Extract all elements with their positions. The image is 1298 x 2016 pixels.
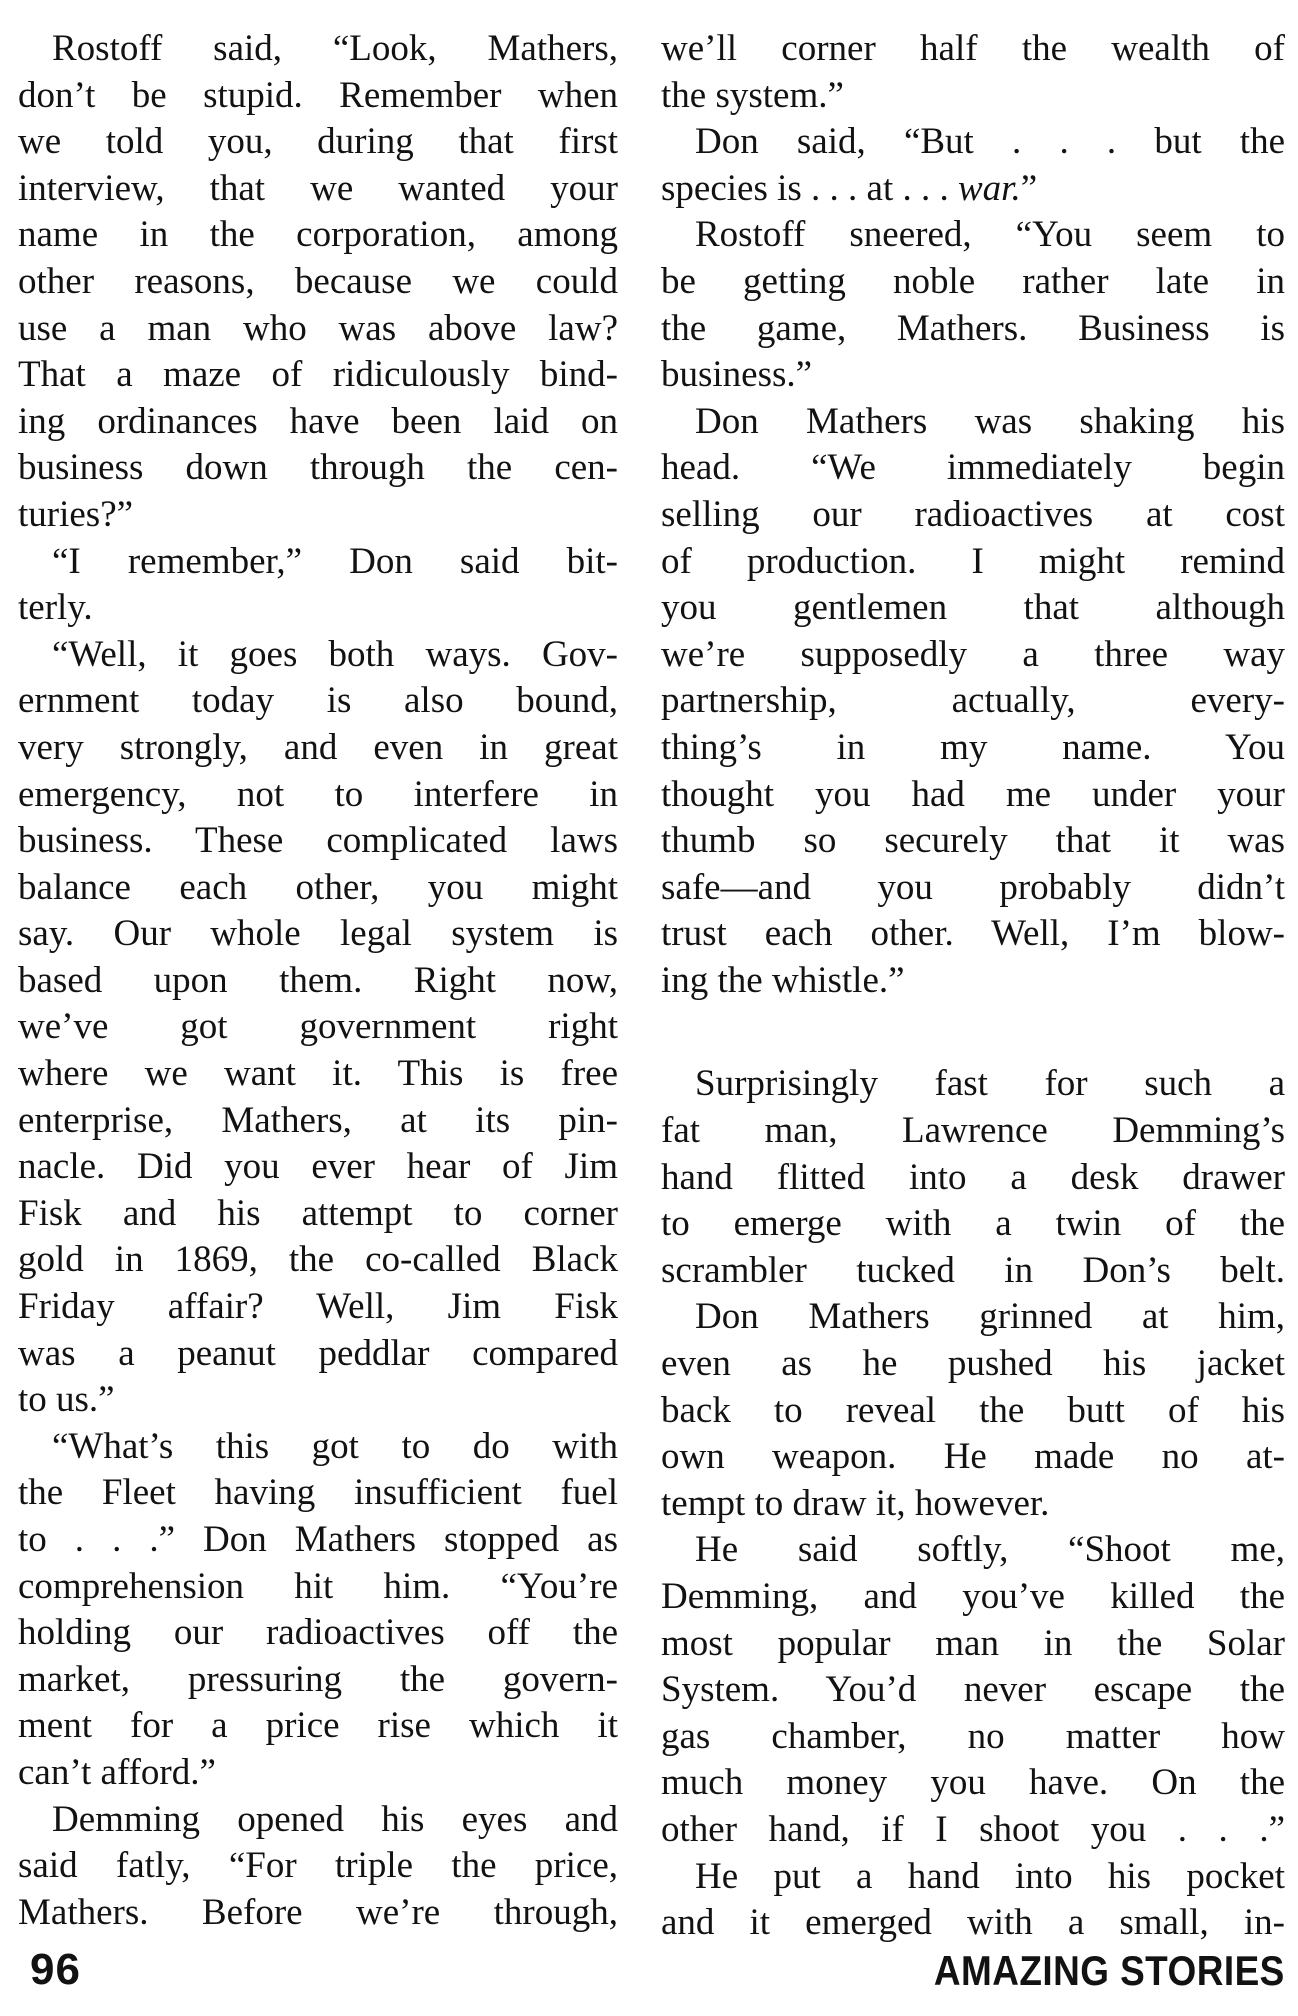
text-line: interview, that we wanted your [18, 167, 618, 209]
text-line: “What’s this got to do with [52, 1425, 618, 1467]
text-line: Surprisingly fast for such a [695, 1063, 1285, 1105]
text-line: we’re supposedly a three way [661, 633, 1285, 675]
text-line: you gentlemen that although [661, 587, 1285, 629]
text-line: back to reveal the butt of his [661, 1389, 1285, 1431]
text-line: He put a hand into his pocket [695, 1855, 1285, 1897]
text-line: comprehension hit him. “You’re [18, 1565, 618, 1607]
text-line: the game, Mathers. Business is [661, 307, 1285, 349]
text-column-right [661, 26, 1285, 1947]
text-line: most popular man in the Solar [661, 1622, 1285, 1664]
text-line: Rostoff said, “Look, Mathers, [52, 28, 618, 69]
text-line: ing the whistle.” [661, 959, 905, 1001]
text-line: of production. I might remind [661, 540, 1285, 582]
text-line: name in the corporation, among [18, 214, 618, 256]
text-line: to emerge with a twin of the [661, 1203, 1285, 1245]
text-line: very strongly, and even in great [18, 726, 618, 768]
text-line: Don Mathers grinned at him, [695, 1296, 1285, 1338]
text-line: selling our radioactives at cost [661, 493, 1285, 535]
text-line: Don said, “But . . . but the [695, 121, 1285, 163]
text-line: hand flitted into a desk drawer [661, 1156, 1285, 1198]
text-line: Demming, and you’ve killed the [661, 1576, 1285, 1617]
text-line: “I remember,” Don said bit- [52, 540, 618, 582]
text-line: System. You’d never escape the [661, 1669, 1285, 1711]
text-line: partnership, actually, every- [661, 680, 1285, 722]
text-line: based upon them. Right now, [18, 959, 618, 1001]
text-line: nacle. Did you ever hear of Jim [18, 1146, 618, 1188]
text-line: we told you, during that first [18, 121, 618, 163]
text-line: use a man who was above law? [18, 307, 618, 349]
text-line: to us.” [18, 1379, 115, 1421]
text-line: the system.” [661, 74, 844, 116]
text-line: said fatly, “For triple the price, [18, 1845, 618, 1887]
text-line: head. “We immediately begin [661, 447, 1285, 489]
text-line: ment for a price rise which it [18, 1705, 618, 1747]
text-line: even as he pushed his jacket [661, 1343, 1285, 1385]
text-line: to . . .” Don Mathers stopped as [18, 1519, 618, 1560]
text-line: don’t be stupid. Remember when [18, 74, 618, 116]
text-line: Fisk and his attempt to corner [18, 1192, 618, 1234]
text-line: ernment today is also bound, [18, 680, 618, 722]
text-column-left [18, 26, 618, 1936]
text-line: be getting noble rather late in [661, 260, 1285, 302]
text-line: “Well, it goes both ways. Gov- [52, 633, 618, 675]
text-line: business. These complicated laws [18, 820, 618, 862]
text-line: Don Mathers was shaking his [695, 400, 1285, 442]
page-footer [0, 1945, 1298, 1996]
text-line: other reasons, because we could [18, 260, 618, 302]
text-line: He said softly, “Shoot me, [695, 1529, 1285, 1571]
text-line: and it emerged with a small, in- [661, 1902, 1285, 1944]
text-line: say. Our whole legal system is [18, 913, 618, 955]
text-line: market, pressuring the govern- [18, 1658, 618, 1700]
text-line: thumb so securely that it was [661, 820, 1285, 862]
text-line: balance each other, you might [18, 866, 618, 908]
text-line: Mathers. Before we’re through, [18, 1891, 618, 1933]
text-line: holding our radioactives off the [18, 1612, 618, 1654]
text-line: ing ordinances have been laid on [18, 400, 618, 442]
text-line: we’ve got government right [18, 1006, 618, 1048]
text-line: gold in 1869, the co-called Black [18, 1239, 618, 1281]
text-line: Demming opened his eyes and [52, 1798, 618, 1840]
text-line: emergency, not to interfere in [18, 773, 618, 815]
text-line: turies?” [18, 493, 134, 535]
text-line: species is . . . at . . . war.” [661, 167, 1038, 209]
text-line: safe—and you probably didn’t [661, 866, 1285, 908]
magazine-title: AMAZING STORIES [934, 1947, 1285, 1994]
text-line: much money you have. On the [661, 1762, 1285, 1804]
text-line: tempt to draw it, however. [661, 1482, 1050, 1524]
text-line: business down through the cen- [18, 447, 618, 489]
text-line: trust each other. Well, I’m blow- [661, 913, 1285, 955]
text-line: can’t afford.” [18, 1751, 216, 1793]
text-line: where we want it. This is free [18, 1053, 618, 1095]
text-line: own weapon. He made no at- [661, 1436, 1285, 1478]
text-line: thought you had me under your [661, 773, 1285, 815]
text-line: Friday affair? Well, Jim Fisk [18, 1286, 618, 1328]
text-line: other hand, if I shoot you . . .” [661, 1808, 1285, 1850]
text-line: terly. [18, 587, 93, 629]
text-line: we’ll corner half the wealth of [661, 28, 1285, 69]
text-line: the Fleet having insufficient fuel [18, 1472, 618, 1514]
text-line: was a peanut peddlar compared [18, 1332, 618, 1374]
page-number: 96 [30, 1945, 81, 1994]
text-line: gas chamber, no matter how [661, 1715, 1285, 1757]
text-line: scrambler tucked in Don’s belt. [661, 1249, 1285, 1291]
text-line: That a maze of ridiculously bind- [18, 354, 618, 396]
text-line: enterprise, Mathers, at its pin- [18, 1099, 618, 1141]
text-line: thing’s in my name. You [661, 726, 1285, 768]
text-line: fat man, Lawrence Demming’s [661, 1110, 1285, 1152]
text-line: business.” [661, 354, 813, 396]
text-line: Rostoff sneered, “You seem to [695, 214, 1285, 256]
